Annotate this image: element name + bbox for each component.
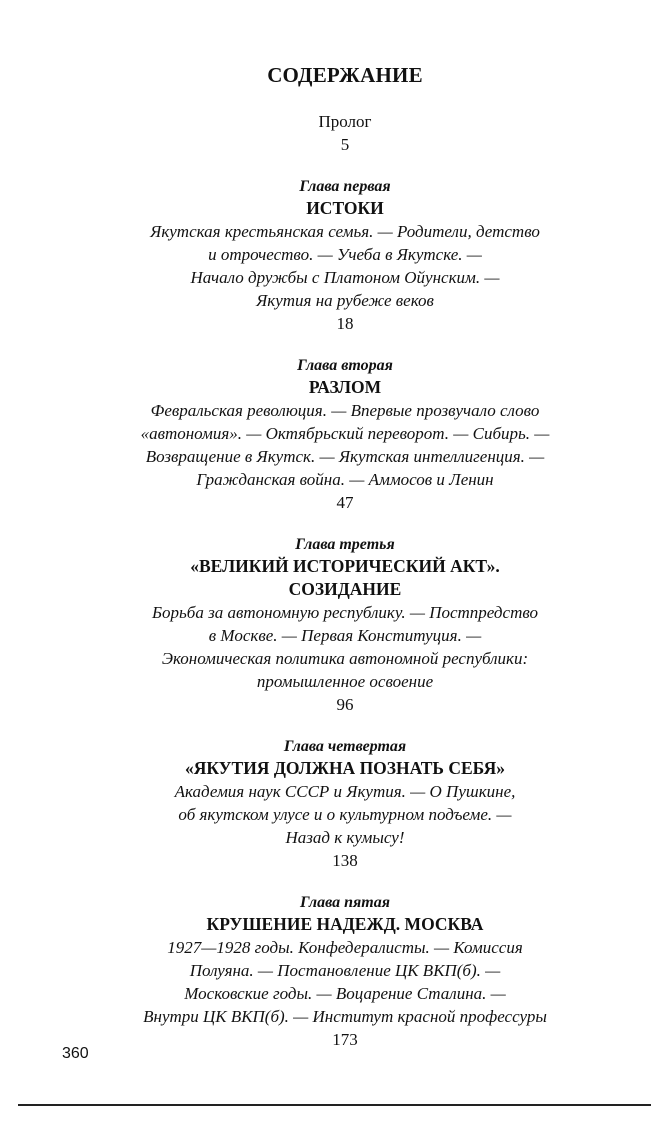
toc-entry-chapter-1 [60,176,630,335]
toc-entry-prologue [60,110,630,156]
bottom-divider [18,1104,651,1106]
chapter-description-line: Экономическая политика автономной республики: [161,649,529,668]
chapter-description-line: Начало дружбы с Платоном Ойунским. — [190,268,500,287]
chapter-description-line: промышленное освоение [256,672,434,691]
chapter-page-number: 18 [336,314,354,333]
chapter-description-line: Борьба за автономную республику. — Постпредство [152,603,538,622]
toc-entry-chapter-4 [60,736,630,872]
chapter-number: Глава вторая [297,357,393,374]
chapter-description-line: Февральская революция. — Впервые прозвучало слово [150,401,540,420]
chapter-description-line: 1927—1928 годы. Конфедералисты. — Комиссия [167,938,523,957]
chapter-description-line: Гражданская война. — Аммосов и Ленин [196,470,494,489]
chapter-title: КРУШЕНИЕ НАДЕЖД. МОСКВА [206,914,484,934]
chapter-description-line: и отрочество. — Учеба в Якутске. — [208,245,482,264]
page-number: 360 [62,1045,89,1062]
chapter-title: «ВЕЛИКИЙ ИСТОРИЧЕСКИЙ АКТ». [190,556,500,576]
chapter-number: Глава четвертая [283,738,407,755]
chapter-title: «ЯКУТИЯ ДОЛЖНА ПОЗНАТЬ СЕБЯ» [184,758,506,778]
prologue-page-number: 5 [340,135,350,154]
chapter-description-line: об якутском улусе и о культурном подъеме. — [178,805,512,824]
chapter-description-line: «автономия». — Октябрьский переворот. — Сибирь. — [140,424,550,443]
chapter-description-line: Возвращение в Якутск. — Якутская интеллигенция. — [145,447,545,466]
chapter-page-number: 173 [332,1030,358,1049]
table-of-contents [60,62,630,1071]
chapter-description-line: Полуяна. — Постановление ЦК ВКП(б). — [189,961,501,980]
toc-entry-chapter-2 [60,355,630,514]
chapter-description-line: Якутия на рубеже веков [256,291,434,310]
toc-entry-chapter-5 [60,892,630,1051]
chapter-page-number: 47 [336,493,354,512]
page-title: СОДЕРЖАНИЕ [267,63,423,87]
chapter-number: Глава первая [299,178,391,195]
chapter-description-line: Академия наук СССР и Якутия. — О Пушкине, [174,782,516,801]
chapter-description-line: Московские годы. — Воцарение Сталина. — [184,984,506,1003]
toc-entry-chapter-3 [60,534,630,716]
chapter-number: Глава третья [295,536,395,553]
chapter-page-number: 96 [336,695,354,714]
chapter-title: ИСТОКИ [306,198,384,218]
chapter-title: РАЗЛОМ [308,377,382,397]
chapter-number: Глава пятая [300,894,390,911]
prologue-label: Пролог [318,112,372,131]
chapter-description-line: Назад к кумысу! [285,828,405,847]
chapter-description-line: Внутри ЦК ВКП(б). — Институт красной профессуры [143,1007,547,1026]
chapter-description-line: в Москве. — Первая Конституция. — [208,626,482,645]
chapter-title: СОЗИДАНИЕ [288,579,402,599]
chapter-description-line: Якутская крестьянская семья. — Родители, детство [150,222,540,241]
chapter-page-number: 138 [332,851,358,870]
